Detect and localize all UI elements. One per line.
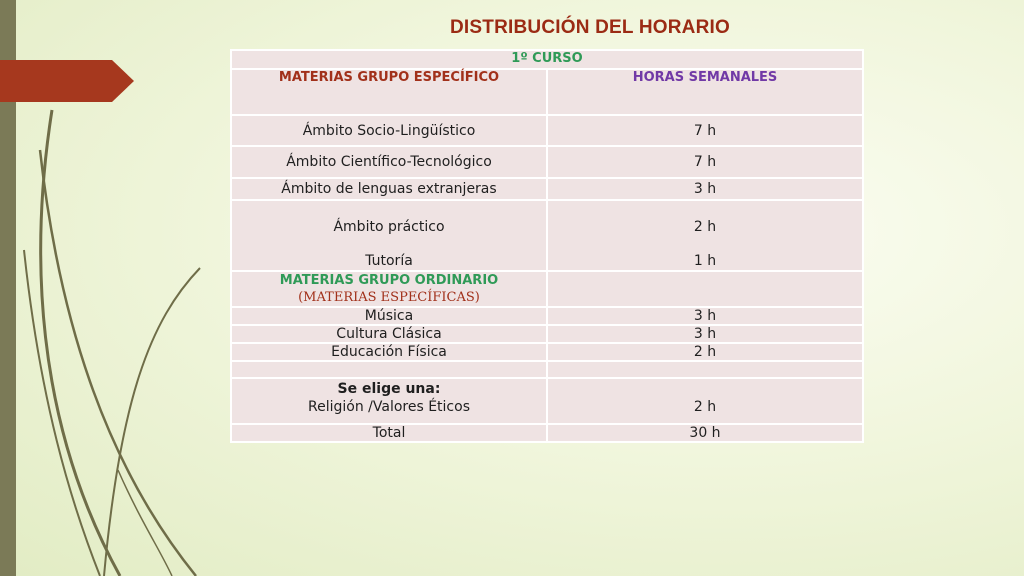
course-header: 1º CURSO bbox=[231, 50, 863, 69]
subject-cell: Ámbito Científico-Tecnológico bbox=[231, 146, 547, 178]
empty-cell bbox=[547, 361, 863, 378]
ordinary-header: MATERIAS GRUPO ORDINARIO bbox=[279, 273, 499, 288]
total-hours: 30 h bbox=[547, 424, 863, 442]
hours-cell: 3 h bbox=[547, 307, 863, 325]
column-header-hours: HORAS SEMANALES bbox=[547, 69, 863, 115]
subject-cell: Educación Física bbox=[231, 343, 547, 361]
hours-cell bbox=[547, 200, 863, 271]
table-row bbox=[231, 307, 863, 325]
hours-cell: 7 h bbox=[547, 146, 863, 178]
empty-cell bbox=[547, 271, 863, 307]
tutoria-subject: Tutoría bbox=[365, 253, 413, 269]
choice-hours: 2 h bbox=[547, 378, 863, 424]
table-row bbox=[231, 343, 863, 361]
choice-cell bbox=[231, 378, 547, 424]
empty-cell bbox=[231, 361, 547, 378]
hours-cell: 2 h bbox=[547, 343, 863, 361]
practical-subject: Ámbito práctico bbox=[333, 219, 445, 235]
ordinary-subheader: (MATERIAS ESPECÍFICAS) bbox=[298, 290, 480, 305]
table-row bbox=[231, 378, 863, 424]
hours-cell: 3 h bbox=[547, 178, 863, 200]
page-title: DISTRIBUCIÓN DEL HORARIO bbox=[450, 17, 730, 38]
total-label: Total bbox=[231, 424, 547, 442]
table-row bbox=[231, 146, 863, 178]
table-row bbox=[231, 178, 863, 200]
subject-cell: Ámbito de lenguas extranjeras bbox=[231, 178, 547, 200]
table-row bbox=[231, 271, 863, 307]
column-header-subjects: MATERIAS GRUPO ESPECÍFICO bbox=[231, 69, 547, 115]
schedule-table bbox=[230, 49, 864, 443]
table-row bbox=[231, 424, 863, 442]
subject-cell: Cultura Clásica bbox=[231, 325, 547, 343]
tutoria-hours: 1 h bbox=[693, 253, 717, 269]
subject-cell: Música bbox=[231, 307, 547, 325]
ordinary-header-cell bbox=[231, 271, 547, 307]
vine-decoration bbox=[0, 0, 230, 576]
table-row bbox=[231, 115, 863, 146]
table-row bbox=[231, 50, 863, 69]
choice-subject: Religión /Valores Éticos bbox=[308, 399, 470, 415]
table-row bbox=[231, 361, 863, 378]
hours-cell: 3 h bbox=[547, 325, 863, 343]
subject-cell bbox=[231, 200, 547, 271]
table-row bbox=[231, 325, 863, 343]
practical-hours: 2 h bbox=[693, 219, 717, 235]
choice-label: Se elige una: bbox=[337, 381, 441, 397]
table-row bbox=[231, 69, 863, 115]
hours-cell: 7 h bbox=[547, 115, 863, 146]
table-row bbox=[231, 200, 863, 271]
subject-cell: Ámbito Socio-Lingüístico bbox=[231, 115, 547, 146]
